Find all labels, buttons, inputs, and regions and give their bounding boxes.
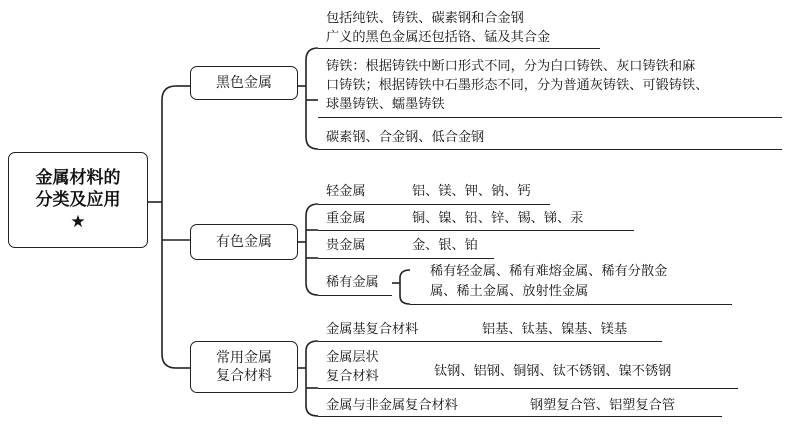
ferrous-item-2-underline	[318, 117, 782, 118]
composite-layered-underline	[318, 388, 738, 389]
nonferrous-rare-value-line2: 属、稀土金属、放射性金属	[430, 284, 589, 299]
nonferrous-rare-value-line1: 稀有轻金属、稀有难熔金属、稀有分散金	[430, 264, 668, 279]
root-title-line1: 金属材料的	[35, 168, 121, 188]
composite-metal-matrix-underline	[318, 341, 662, 342]
nonferrous-precious-value: 金、银、铂	[412, 238, 478, 253]
ferrous-item-3-underline	[318, 149, 782, 150]
category-ferrous	[190, 66, 298, 100]
ferrous-item-2-line3: 球墨铸铁、蠕墨铸铁	[326, 97, 445, 112]
composite-metal-matrix-value: 铝基、钛基、镍基、镁基	[482, 322, 628, 337]
nonferrous-light-name: 轻金属	[326, 184, 366, 199]
star-icon: ★	[70, 212, 86, 232]
category-composite	[190, 341, 298, 393]
ferrous-item-1-line1: 包括纯铁、铸铁、碳素钢和合金钢	[326, 11, 524, 26]
composite-metal-nonmetal-value: 钢塑复合管、铝塑复合管	[530, 398, 676, 413]
nonferrous-heavy-value: 铜、镍、铅、锌、锡、锑、汞	[412, 211, 584, 226]
category-nonferrous	[190, 224, 298, 260]
category-nonferrous-label: 有色金属	[216, 234, 272, 250]
nonferrous-light-underline	[318, 204, 550, 205]
nonferrous-precious-name: 贵金属	[326, 238, 366, 253]
nonferrous-light-value: 铝、镁、钾、钠、钙	[412, 184, 531, 199]
nonferrous-rare-underline	[318, 295, 392, 296]
composite-metal-nonmetal-name: 金属与非金属复合材料	[326, 398, 458, 413]
composite-layered-name-line2: 复合材料	[326, 369, 379, 384]
category-composite-label-line1: 常用金属	[216, 350, 272, 366]
root-title-line2: 分类及应用	[35, 190, 121, 210]
ferrous-item-1-underline	[318, 48, 600, 49]
nonferrous-precious-underline	[318, 258, 494, 259]
nonferrous-heavy-underline	[318, 230, 634, 231]
ferrous-item-1-line2: 广义的黑色金属还包括铬、锰及其合金	[326, 30, 551, 45]
root-node	[8, 152, 148, 248]
ferrous-item-3: 碳素钢、合金钢、低合金钢	[326, 130, 485, 145]
nonferrous-heavy-name: 重金属	[326, 211, 366, 226]
composite-metal-matrix-name: 金属基复合材料	[326, 322, 419, 337]
ferrous-item-2-line2: 口铸铁；根据铸铁中石墨形态不同，分为普通灰铸铁、可锻铸铁、	[326, 78, 709, 93]
composite-layered-name-line1: 金属层状	[326, 350, 379, 365]
category-ferrous-label: 黑色金属	[216, 75, 272, 91]
category-composite-label-line2: 复合材料	[216, 368, 272, 384]
composite-layered-value: 钛钢、铝钢、铜钢、钛不锈钢、镍不锈钢	[434, 364, 672, 379]
nonferrous-rare-value-underline	[410, 304, 732, 305]
ferrous-item-2-line1: 铸铁：根据铸铁中断口形式不同，分为白口铸铁、灰口铸铁和麻	[326, 59, 696, 74]
nonferrous-rare-name: 稀有金属	[326, 275, 379, 290]
composite-metal-nonmetal-underline	[318, 416, 722, 417]
